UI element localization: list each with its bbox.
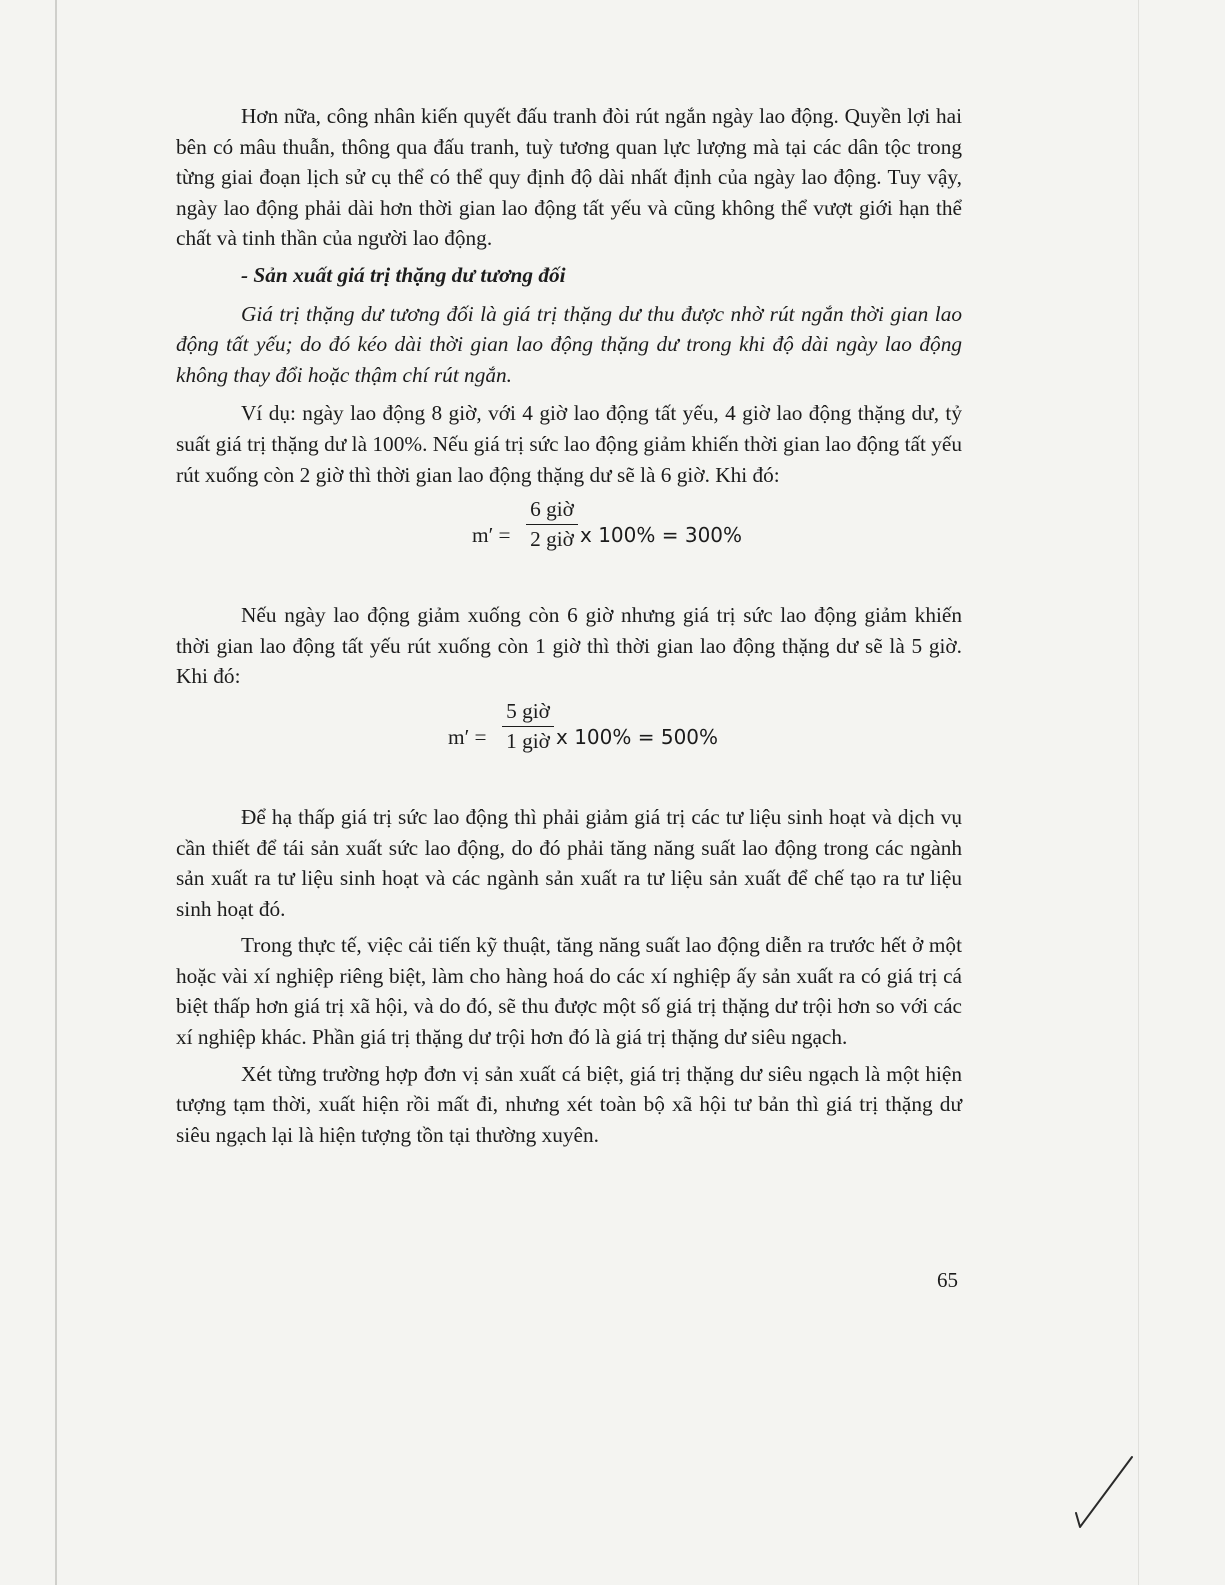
- formula-500-percent: [176, 698, 962, 780]
- paragraph-example-1: Ví dụ: ngày lao động 8 giờ, với 4 giờ lao động tất yếu, 4 giờ lao động thặng dư, tỷ suất giá trị thặng dư là 100%. Nếu giá trị sức lao động giảm khiến thời gian lao động tất yếu rút xuống còn 2 giờ thì thời gian lao động thặng dư sẽ là 6 giờ. Khi đó:: [176, 401, 962, 487]
- formula-denominator: 1 giờ: [506, 728, 550, 753]
- formula-numerator: 6 giờ: [526, 496, 578, 525]
- paragraph-lowering-labor-value: Để hạ thấp giá trị sức lao động thì phải giảm giá trị các tư liệu sinh hoạt và dịch vụ cần thiết để tái sản xuất sức lao động, do đó phải tăng năng suất lao động trong các ngành sản xuất ra tư liệu sinh hoạt và các ngành sản xuất ra tư liệu sản xuất để chế tạo ra tư liệu sinh hoạt đó.: [176, 804, 962, 921]
- formula-rhs: x 100% = 300%: [580, 523, 743, 548]
- definition-relative-surplus-value: Giá trị thặng dư tương đối là giá trị thặng dư thu được nhờ rút ngắn thời gian lao động tất yếu; do đó kéo dài thời gian lao động thặng dư trong khi độ dài ngày lao động không thay đổi hoặc thậm chí rút ngắn.: [176, 301, 962, 387]
- formula-lhs: m′ =: [472, 523, 511, 548]
- formula-fraction: [526, 496, 578, 553]
- section-heading-relative-surplus-value: - Sản xuất giá trị thặng dư tương đối: [241, 262, 566, 287]
- formula-lhs: m′ =: [448, 724, 487, 749]
- paragraph-excess-surplus-value: Trong thực tế, việc cải tiến kỹ thuật, tăng năng suất lao động diễn ra trước hết ở một hoặc vài xí nghiệp riêng biệt, làm cho hàng hoá do các xí nghiệp ấy sản xuất ra có giá trị cá biệt thấp hơn giá trị xã hội, và do đó, sẽ thu được một số giá trị thặng dư trội hơn so với các xí nghiệp khác. Phần giá trị thặng dư trội hơn đó là giá trị thặng dư siêu ngạch.: [176, 933, 962, 1050]
- formula-numerator: 5 giờ: [502, 698, 554, 727]
- pen-check-mark-icon: [1070, 1455, 1140, 1535]
- formula-denominator: 2 giờ: [530, 527, 574, 552]
- page-body: [176, 101, 962, 1156]
- page-number: 65: [937, 1268, 958, 1292]
- page-right-edge: [1138, 0, 1139, 1585]
- paragraph-example-2: Nếu ngày lao động giảm xuống còn 6 giờ nhưng giá trị sức lao động giảm khiến thời gian lao động tất yếu rút xuống còn 1 giờ thì thời gian lao động thặng dư sẽ là 5 giờ. Khi đó:: [176, 603, 962, 689]
- page-left-edge: [55, 0, 57, 1585]
- paragraph-conclusion: Xét từng trường hợp đơn vị sản xuất cá biệt, giá trị thặng dư siêu ngạch là một hiện tượng tạm thời, xuất hiện rồi mất đi, nhưng xét toàn bộ xã hội tư bản thì giá trị thặng dư siêu ngạch lại là hiện tượng tồn tại thường xuyên.: [176, 1061, 962, 1147]
- formula-rhs: x 100% = 500%: [556, 724, 719, 749]
- paragraph-working-day-struggle: Hơn nữa, công nhân kiến quyết đấu tranh đòi rút ngắn ngày lao động. Quyền lợi hai bên có mâu thuẫn, thông qua đấu tranh, tuỳ tương quan lực lượng mà tại các dân tộc trong từng giai đoạn lịch sử cụ thể có thể quy định độ dài nhất định của ngày lao động. Tuy vậy, ngày lao động phải dài hơn thời gian lao động tất yếu và cũng không thể vượt giới hạn thể chất và tinh thần của người lao động.: [176, 104, 962, 251]
- formula-300-percent: [176, 496, 962, 578]
- formula-fraction: [502, 698, 554, 755]
